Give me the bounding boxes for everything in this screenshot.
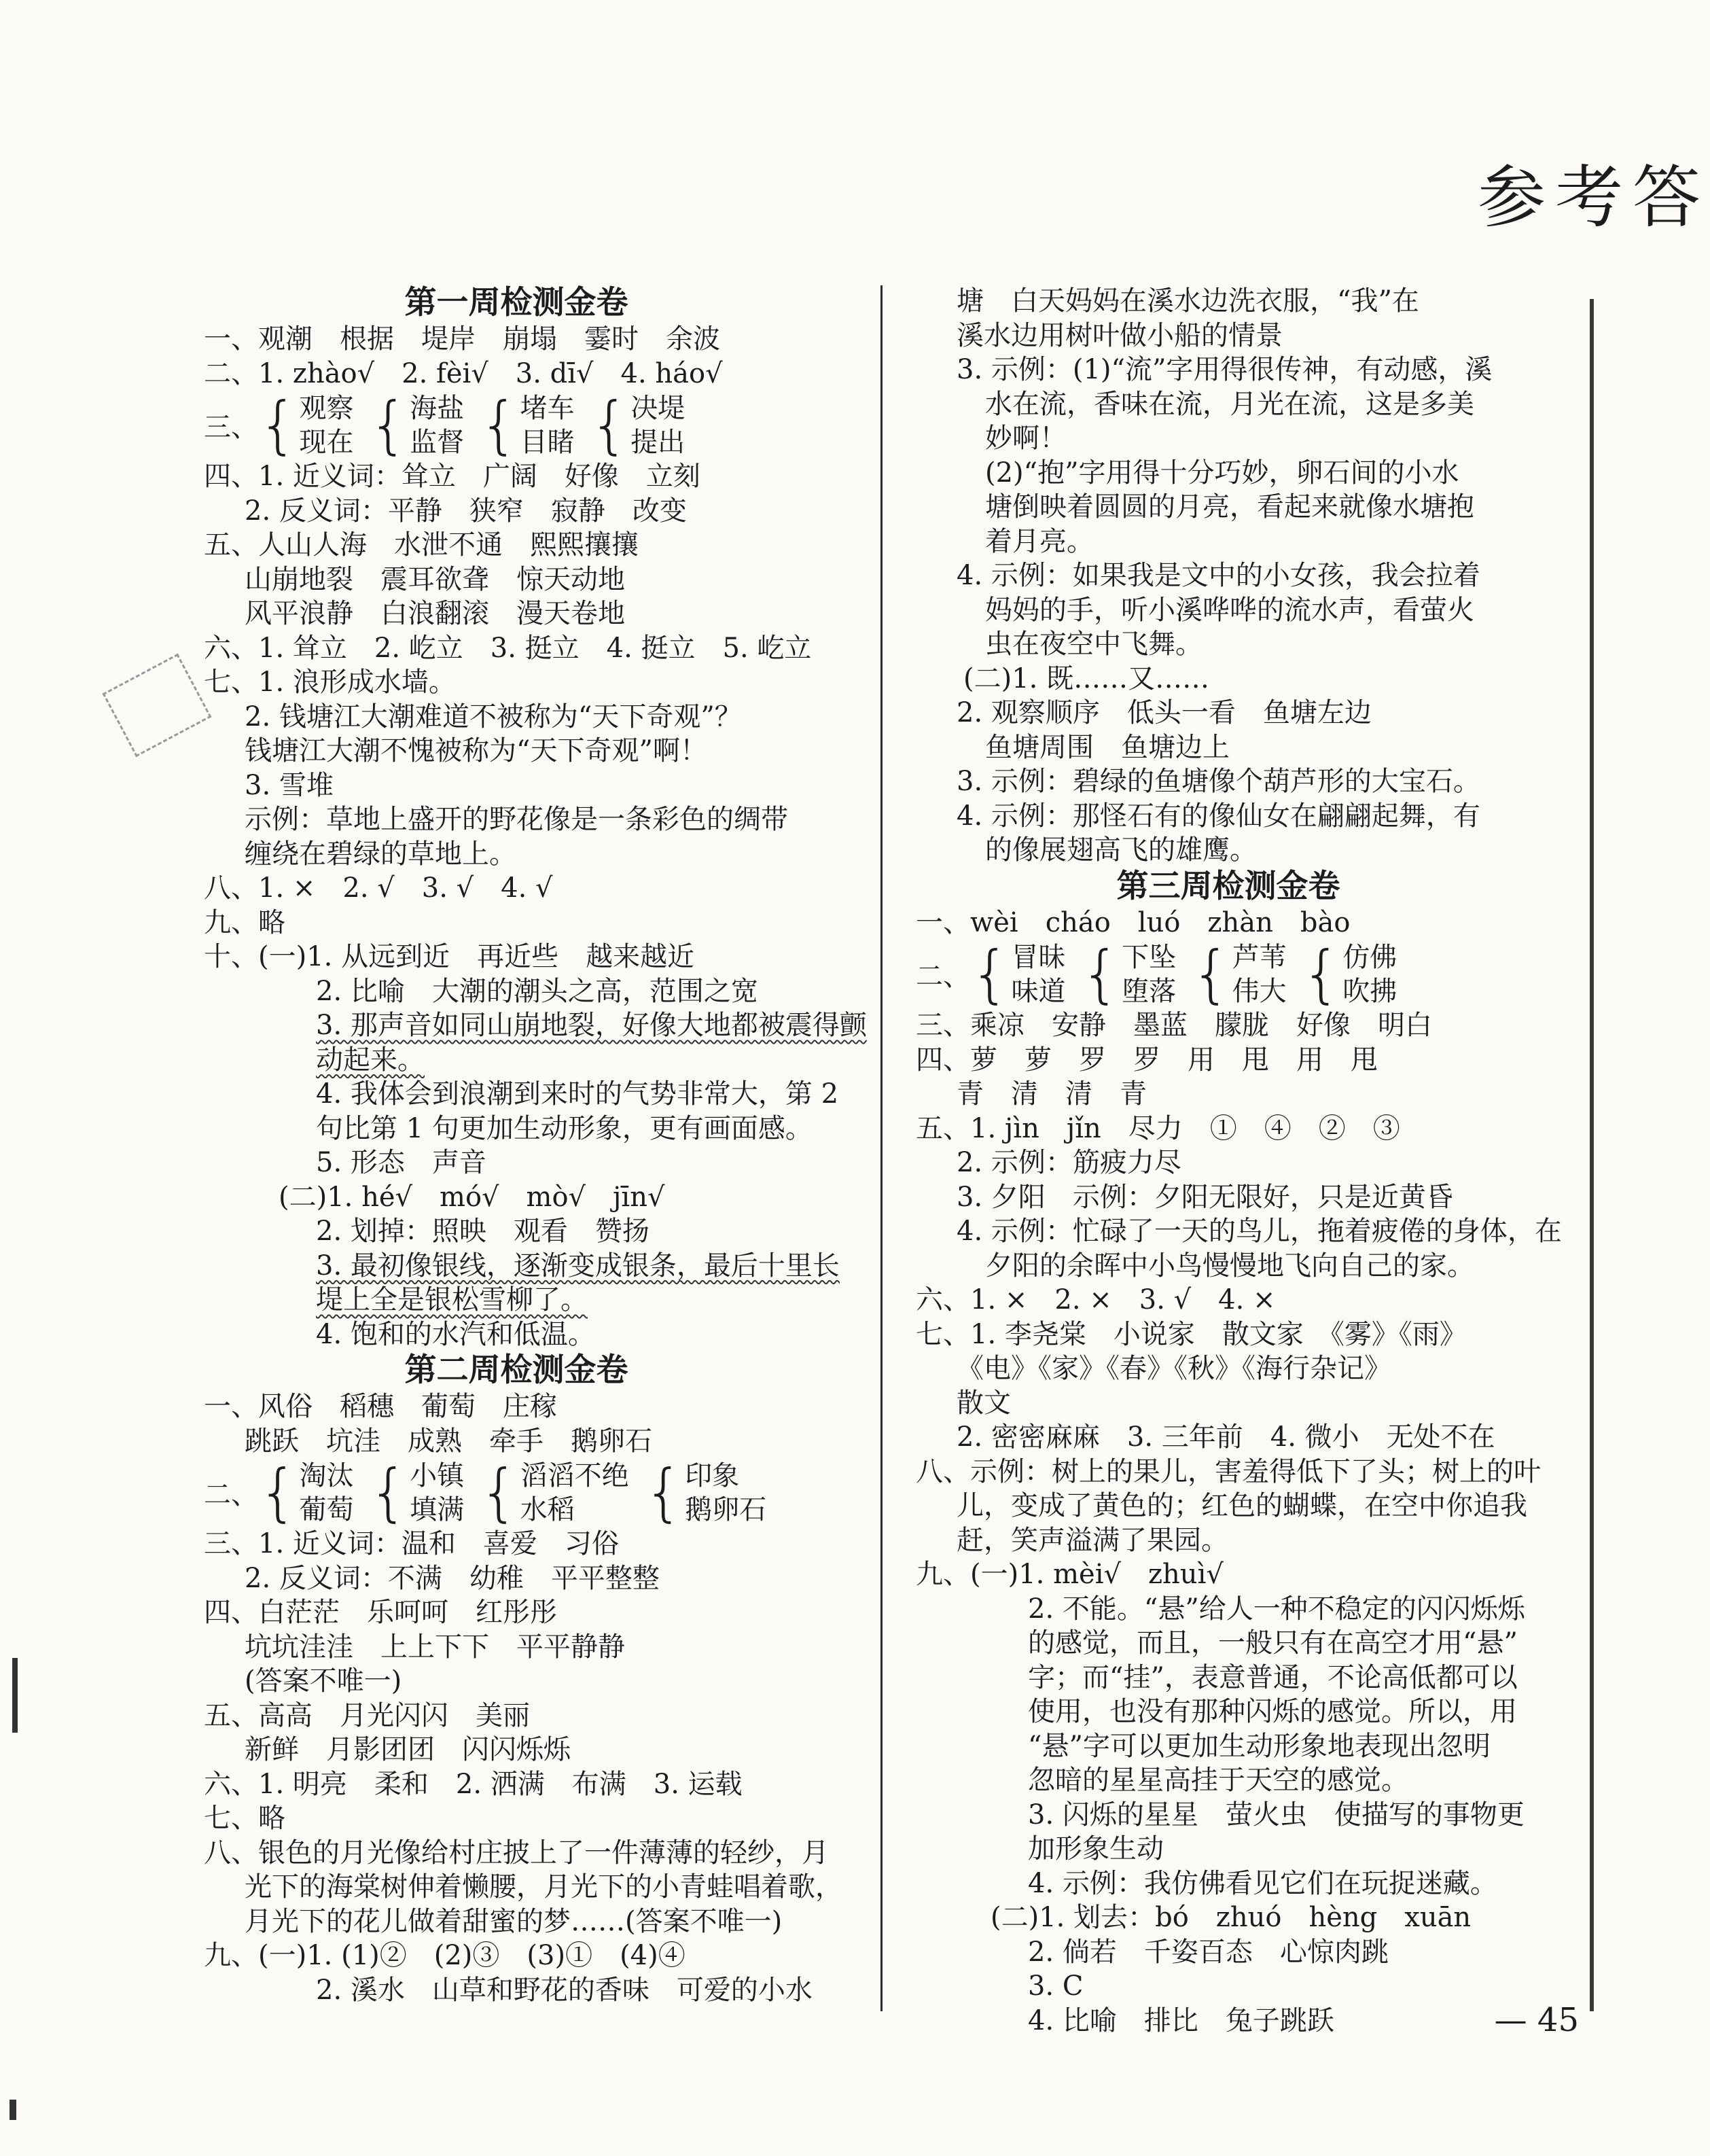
word: 目睹	[520, 426, 575, 458]
word: 提出	[630, 426, 685, 458]
answer-line: 忽暗的星星高挂于天空的感觉。	[1028, 1765, 1408, 1796]
answer-line: 五、人山人海 水泄不通 熙熙攘攘	[204, 529, 639, 561]
answer-line: 使用，也没有那种闪烁的感觉。所以，用	[1028, 1696, 1517, 1727]
answer-line: 光下的海棠树伸着懒腰，月光下的小青蛙唱着歌，	[245, 1871, 842, 1903]
answer-line: 2. 不能。“悬”给人一种不稳定的闪闪烁烁	[1028, 1593, 1525, 1625]
word: 下坠	[1122, 941, 1177, 973]
answer-line: 散文	[957, 1387, 1011, 1419]
answer-line: 缠绕在碧绿的草地上。	[245, 838, 516, 870]
answer-line: 塘倒映着圆圆的月亮，看起来就像水塘抱	[985, 491, 1474, 523]
word: 葡萄	[299, 1494, 354, 1525]
word: 堵车	[520, 392, 575, 424]
answer-line: 4. 示例：那怪石有的像仙女在翩翩起舞，有	[957, 800, 1480, 832]
answer-line: 八、示例：树上的果儿，害羞得低下了头；树上的叶	[916, 1455, 1541, 1487]
answer-line: 妙啊！	[985, 423, 1067, 454]
word: 水稻	[520, 1494, 575, 1525]
word: 堕落	[1122, 975, 1177, 1007]
answer-line: 六、1. 明亮 柔和 2. 洒满 布满 3. 运载	[204, 1768, 743, 1800]
item-label: 三、	[204, 412, 258, 443]
answer-line: 2. 反义词：平静 狭窄 寂静 改变	[245, 495, 687, 527]
answer-line: 3. 示例：(1)“流”字用得很传神，有动感，溪	[957, 354, 1493, 385]
word: 鹅卵石	[685, 1494, 767, 1525]
answer-line: 4. 我体会到浪潮到来时的气势非常大，第 2	[316, 1078, 839, 1110]
page-number: — 45	[1494, 2001, 1579, 2039]
answer-line: (二)1. 划去：bó zhuó hèng xuān	[991, 1902, 1472, 1933]
answer-line	[204, 1249, 883, 1284]
answer-line: 八、1. × 2. √ 3. √ 4. √	[204, 872, 553, 904]
answer-line: “悬”字可以更加生动形象地表现出忽明	[1028, 1730, 1491, 1762]
brace-group-row	[204, 388, 883, 461]
answer-line	[204, 1283, 883, 1318]
word-pair: { 冒昧 味道	[970, 937, 1066, 1010]
word: 冒昧	[1011, 941, 1066, 973]
answer-line: 4. 比喻 排比 兔子跳跃	[1028, 2004, 1334, 2036]
answer-line: 一、观潮 根据 堤岸 崩塌 霎时 余波	[204, 323, 720, 355]
section-heading: 第一周检测金卷	[404, 284, 628, 321]
answer-line: 鱼塘周围 鱼塘边上	[985, 731, 1230, 763]
word: 芦苇	[1232, 941, 1287, 973]
answer-line: 六、1. 耸立 2. 屹立 3. 挺立 4. 挺立 5. 屹立	[204, 632, 812, 664]
answer-line: 新鲜 月影团团 闪闪烁烁	[245, 1734, 571, 1765]
answer-line: 字；而“挂”，表意普通，不论高低都可以	[1028, 1661, 1518, 1693]
right-column	[916, 284, 1595, 2038]
answer-line: 的像展翅高飞的雄鹰。	[985, 834, 1257, 866]
answer-line: 四、1. 近义词：耸立 广阔 好像 立刻	[204, 461, 700, 492]
word-pair: { 仿佛 吹拂	[1301, 937, 1397, 1010]
answer-line: 2. 反义词：不满 幼稚 平平整整	[245, 1562, 660, 1594]
answer-line: 九、(一)1. mèi√ zhuì√	[916, 1559, 1224, 1590]
stamp-mark	[102, 654, 211, 758]
answer-line	[204, 1043, 883, 1078]
section-heading: 第二周检测金卷	[404, 1351, 628, 1389]
answer-line: 十、(一)1. 从远到近 再近些 越来越近	[204, 941, 695, 972]
word: 伟大	[1232, 975, 1287, 1007]
wavy-underlined-text: 3. 那声音如同山崩地裂，好像大地都被震得颤	[316, 1010, 867, 1041]
word: 现在	[299, 426, 354, 458]
wavy-underlined-text: 堤上全是银松雪柳了。	[316, 1284, 588, 1315]
page-title: 参考答	[1478, 158, 1710, 237]
item-label: 二、	[916, 961, 970, 992]
word: 决堤	[630, 392, 685, 424]
answer-line: 句比第 1 句更加生动形象，更有画面感。	[316, 1112, 813, 1144]
answer-line: 八、银色的月光像给村庄披上了一件薄薄的轻纱，月	[204, 1837, 829, 1869]
answer-line: 跳跃 坑洼 成熟 牵手 鹅卵石	[245, 1425, 652, 1457]
answer-line: 2. 溪水 山草和野花的香味 可爱的小水	[316, 1974, 813, 2006]
answer-line: 七、略	[204, 1803, 285, 1834]
wavy-underlined-text: 3. 最初像银线，逐渐变成银条，最后十里长	[316, 1250, 840, 1282]
answer-line: 2. 比喻 大潮的潮头之高，范围之宽	[316, 975, 758, 1007]
answer-line: 山崩地裂 震耳欲聋 惊天动地	[245, 563, 625, 595]
word: 监督	[410, 426, 465, 458]
word-pair: { 印象 鹅卵石	[643, 1455, 767, 1529]
answer-line: 月光下的花儿做着甜蜜的梦……(答案不唯一)	[245, 1905, 783, 1937]
word-pair: { 下坠 堕落	[1080, 937, 1177, 1010]
word-pair: { 滔滔不绝 水稻	[479, 1455, 629, 1529]
word: 小镇	[410, 1460, 465, 1491]
word: 填满	[410, 1494, 465, 1525]
answer-line: 九、(一)1. (1)② (2)③ (3)① (4)④	[204, 1940, 685, 1971]
answer-line: 一、风俗 稻穗 葡萄 庄稼	[204, 1391, 557, 1422]
answer-line: 5. 形态 声音	[316, 1147, 486, 1178]
answer-line: 五、高高 月光闪闪 美丽	[204, 1699, 530, 1731]
answer-line: 4. 示例：我仿佛看见它们在玩捉迷藏。	[1028, 1867, 1497, 1899]
answer-line: 加形象生动	[1028, 1833, 1164, 1865]
answer-line: 的感觉，而且，一般只有在高空才用“悬”	[1028, 1627, 1518, 1659]
answer-line: 七、1. 浪形成水墙。	[204, 667, 456, 698]
word-pair: { 芦苇 伟大	[1191, 937, 1287, 1010]
word: 仿佛	[1342, 941, 1397, 973]
answer-line: 4. 示例：如果我是文中的小女孩，我会拉着	[957, 560, 1480, 591]
word: 淘汰	[299, 1460, 354, 1491]
answer-line: 水在流，香味在流，月光在流，这是多美	[985, 388, 1474, 420]
answer-line: 三、1. 近义词：温和 喜爱 习俗	[204, 1528, 619, 1559]
answer-line: 3. 示例：碧绿的鱼塘像个葫芦形的大宝石。	[957, 766, 1480, 797]
answer-line: 四、萝 萝 罗 罗 用 甩 用 甩	[916, 1044, 1378, 1076]
word: 观察	[299, 392, 354, 424]
answer-line: 3. 雪堆	[245, 769, 334, 801]
word-pair: { 决堤 提出	[589, 388, 685, 461]
answer-line: 4. 示例：忙碌了一天的鸟儿，拖着疲倦的身体，在	[957, 1216, 1562, 1247]
answer-line: 妈妈的手，听小溪哗哗的流水声，看萤火	[985, 594, 1474, 626]
answer-line: 着月亮。	[985, 525, 1094, 557]
answer-line: 赶，笑声溢满了果园。	[957, 1524, 1228, 1556]
brace-group-row	[204, 1455, 883, 1529]
answer-line: 《电》《家》《春》《秋》《海行杂记》	[957, 1353, 1391, 1384]
answer-line: 儿，变成了黄色的；红色的蝴蝶，在空中你追我	[957, 1490, 1527, 1521]
answer-line: (二)1. hé√ mó√ mò√ jīn√	[279, 1181, 665, 1213]
answer-line: 3. 闪烁的星星 萤火虫 使描写的事物更	[1028, 1799, 1525, 1831]
answer-line: 塘 白天妈妈在溪水边洗衣服，“我”在	[957, 285, 1419, 317]
answer-line: 三、乘凉 安静 墨蓝 朦胧 好像 明白	[916, 1010, 1432, 1041]
word: 印象	[685, 1460, 740, 1491]
left-column	[204, 284, 883, 2007]
word-pair: { 海盐 监督	[368, 388, 465, 461]
answer-line: (2)“抱”字用得十分巧妙，卵石间的小水	[985, 457, 1459, 489]
answer-line: 坑坑洼洼 上上下下 平平静静	[245, 1631, 625, 1663]
answer-line: 示例：草地上盛开的野花像是一条彩色的绸带	[245, 804, 788, 835]
answer-line: 2. 划掉：照映 观看 赞扬	[316, 1216, 649, 1247]
edge-mark	[10, 2100, 16, 2120]
answer-line: 溪水边用树叶做小船的情景	[957, 319, 1283, 351]
answer-line: 风平浪静 白浪翻滚 漫天卷地	[245, 598, 625, 629]
answer-line: (二)1. 既……又……	[963, 662, 1210, 694]
answer-line: 七、1. 李尧棠 小说家 散文家 《雾》《雨》	[916, 1318, 1467, 1350]
answer-line: 2. 示例：筋疲力尽	[957, 1147, 1181, 1178]
answer-line: 夕阳的余晖中小鸟慢慢地飞向自己的家。	[985, 1250, 1474, 1282]
answer-line: 五、1. jìn jǐn 尽力 ① ④ ② ③	[916, 1112, 1400, 1144]
answer-line: 钱塘江大潮不愧被称为“天下奇观”啊！	[245, 735, 707, 766]
word-pair: { 小镇 填满	[368, 1455, 465, 1529]
answer-line: 六、1. × 2. × 3. √ 4. ×	[916, 1284, 1276, 1315]
word: 海盐	[410, 392, 465, 424]
word: 吹拂	[1342, 975, 1397, 1007]
word-pair: { 堵车 目睹	[479, 388, 575, 461]
answer-line: 一、wèi cháo luó zhàn bào	[916, 906, 1351, 938]
answer-line: 2. 钱塘江大潮难道不被称为“天下奇观”？	[245, 701, 742, 732]
word-pair: { 淘汰 葡萄	[258, 1455, 354, 1529]
answer-line: 青 清 清 青	[957, 1078, 1147, 1110]
answer-line: 3. C	[1028, 1971, 1084, 2002]
item-label: 二、	[204, 1479, 258, 1510]
brace-group-row	[916, 937, 1595, 1010]
answer-line	[204, 1008, 883, 1043]
answer-line: 4. 饱和的水汽和低温。	[316, 1318, 595, 1350]
wavy-underlined-text: 动起来。	[316, 1044, 425, 1076]
answer-line: 二、1. zhào√ 2. fèi√ 3. dī√ 4. háo√	[204, 357, 723, 389]
answer-line: 2. 密密麻麻 3. 三年前 4. 微小 无处不在	[957, 1421, 1495, 1453]
answer-line: 四、白茫茫 乐呵呵 红彤彤	[204, 1597, 557, 1628]
answer-line: 3. 夕阳 示例：夕阳无限好，只是近黄昏	[957, 1181, 1453, 1213]
word: 味道	[1011, 975, 1066, 1007]
answer-line: 虫在夜空中飞舞。	[985, 629, 1203, 660]
answer-line: 九、略	[204, 906, 285, 938]
edge-mark	[12, 1658, 18, 1733]
word: 滔滔不绝	[520, 1460, 629, 1491]
answer-line: 2. 倘若 千姿百态 心惊肉跳	[1028, 1936, 1389, 1968]
answer-line: (答案不唯一)	[245, 1665, 402, 1697]
section-heading: 第三周检测金卷	[1116, 867, 1340, 905]
answer-line: 2. 观察顺序 低头一看 鱼塘左边	[957, 697, 1372, 728]
word-pair: { 观察 现在	[258, 388, 354, 461]
